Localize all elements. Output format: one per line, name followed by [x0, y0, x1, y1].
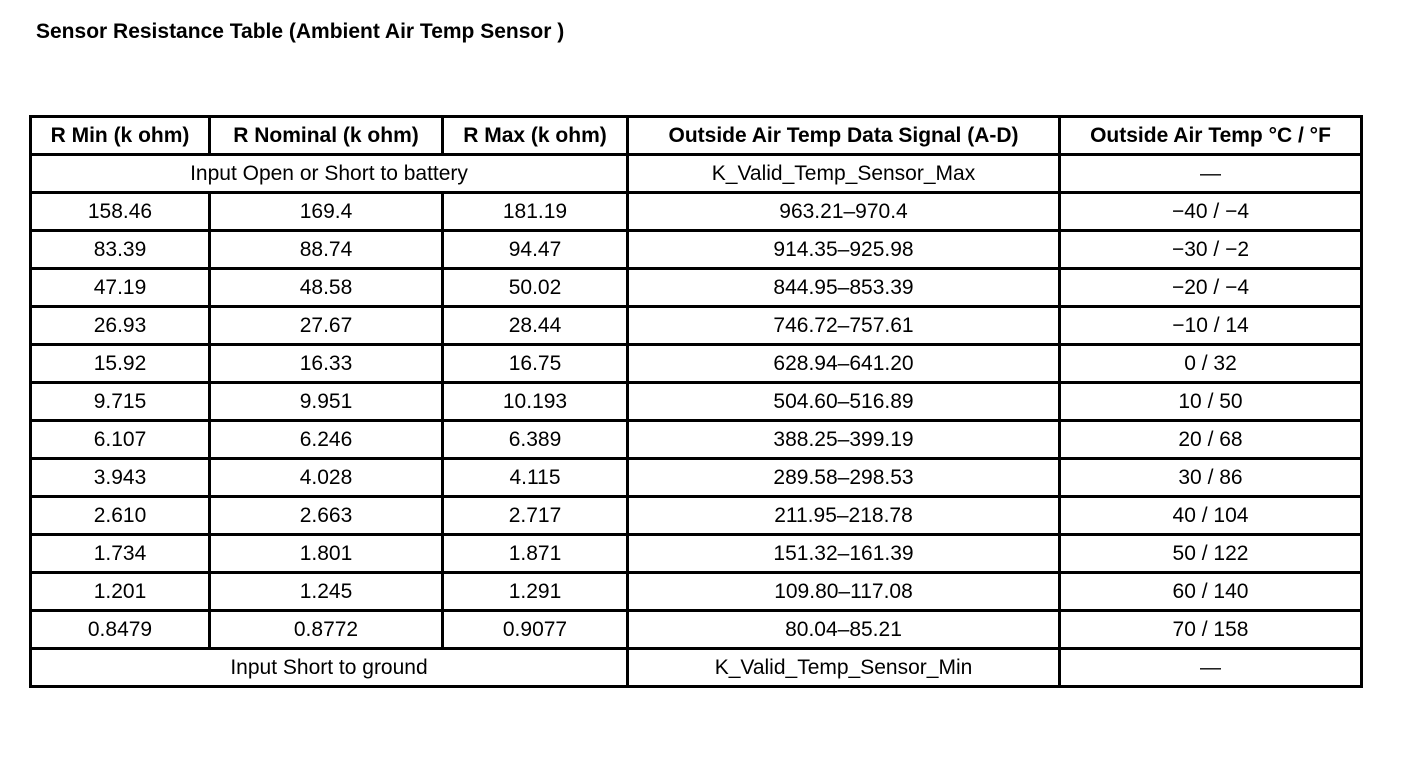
r-nominal-cell: 6.246 [210, 421, 443, 459]
r-nominal-cell: 1.245 [210, 573, 443, 611]
signal-cell: K_Valid_Temp_Sensor_Min [628, 649, 1060, 687]
temp-cell: 40 / 104 [1060, 497, 1362, 535]
temp-cell: 0 / 32 [1060, 345, 1362, 383]
r-nominal-cell: 0.8772 [210, 611, 443, 649]
r-nominal-cell: 1.801 [210, 535, 443, 573]
r-min-cell: 1.201 [31, 573, 210, 611]
r-max-cell: 181.19 [443, 193, 628, 231]
r-min-cell: 2.610 [31, 497, 210, 535]
temp-cell: 70 / 158 [1060, 611, 1362, 649]
r-nominal-cell: 4.028 [210, 459, 443, 497]
signal-cell: 914.35–925.98 [628, 231, 1060, 269]
r-max-cell: 50.02 [443, 269, 628, 307]
table-row [31, 383, 1362, 421]
temp-cell: 10 / 50 [1060, 383, 1362, 421]
table-row [31, 611, 1362, 649]
temp-cell: 30 / 86 [1060, 459, 1362, 497]
r-min-cell: 47.19 [31, 269, 210, 307]
r-nominal-cell: 9.951 [210, 383, 443, 421]
table-row [31, 345, 1362, 383]
table-row [31, 307, 1362, 345]
r-nominal-cell: 27.67 [210, 307, 443, 345]
r-min-cell: 158.46 [31, 193, 210, 231]
r-min-cell: 3.943 [31, 459, 210, 497]
table-row [31, 421, 1362, 459]
table-row [31, 459, 1362, 497]
r-max-cell: 10.193 [443, 383, 628, 421]
signal-cell: 504.60–516.89 [628, 383, 1060, 421]
temp-cell: −40 / −4 [1060, 193, 1362, 231]
table-row [31, 269, 1362, 307]
r-max-cell: 94.47 [443, 231, 628, 269]
r-min-cell: 1.734 [31, 535, 210, 573]
signal-cell: 211.95–218.78 [628, 497, 1060, 535]
r-max-cell: 2.717 [443, 497, 628, 535]
table-row [31, 535, 1362, 573]
signal-cell: 628.94–641.20 [628, 345, 1060, 383]
open-short-battery-row [31, 155, 1362, 193]
temp-cell: −30 / −2 [1060, 231, 1362, 269]
sensor-resistance-table [29, 115, 1363, 688]
temp-cell: 20 / 68 [1060, 421, 1362, 459]
temp-cell: −10 / 14 [1060, 307, 1362, 345]
r-max-cell: 1.291 [443, 573, 628, 611]
header-r-nominal: R Nominal (k ohm) [210, 117, 443, 155]
signal-cell: 80.04–85.21 [628, 611, 1060, 649]
table-row [31, 193, 1362, 231]
signal-cell: 388.25–399.19 [628, 421, 1060, 459]
r-max-cell: 16.75 [443, 345, 628, 383]
r-min-cell: 83.39 [31, 231, 210, 269]
r-nominal-cell: 169.4 [210, 193, 443, 231]
temp-cell: 60 / 140 [1060, 573, 1362, 611]
r-min-cell: 6.107 [31, 421, 210, 459]
header-air-temp: Outside Air Temp °C / °F [1060, 117, 1362, 155]
header-r-max: R Max (k ohm) [443, 117, 628, 155]
condition-cell: Input Open or Short to battery [31, 155, 628, 193]
page-title: Sensor Resistance Table (Ambient Air Temp Sensor ) [36, 20, 565, 43]
r-max-cell: 28.44 [443, 307, 628, 345]
r-max-cell: 1.871 [443, 535, 628, 573]
r-nominal-cell: 48.58 [210, 269, 443, 307]
signal-cell: 746.72–757.61 [628, 307, 1060, 345]
table-row [31, 573, 1362, 611]
r-nominal-cell: 88.74 [210, 231, 443, 269]
short-ground-row [31, 649, 1362, 687]
header-r-min: R Min (k ohm) [31, 117, 210, 155]
temp-cell: −20 / −4 [1060, 269, 1362, 307]
condition-cell: Input Short to ground [31, 649, 628, 687]
temp-cell: — [1060, 649, 1362, 687]
temp-cell: 50 / 122 [1060, 535, 1362, 573]
r-max-cell: 4.115 [443, 459, 628, 497]
signal-cell: 289.58–298.53 [628, 459, 1060, 497]
signal-cell: 844.95–853.39 [628, 269, 1060, 307]
r-min-cell: 0.8479 [31, 611, 210, 649]
r-nominal-cell: 16.33 [210, 345, 443, 383]
r-max-cell: 6.389 [443, 421, 628, 459]
r-min-cell: 26.93 [31, 307, 210, 345]
signal-cell: 963.21–970.4 [628, 193, 1060, 231]
signal-cell: 109.80–117.08 [628, 573, 1060, 611]
temp-cell: — [1060, 155, 1362, 193]
signal-cell: 151.32–161.39 [628, 535, 1060, 573]
header-row [31, 117, 1362, 155]
r-nominal-cell: 2.663 [210, 497, 443, 535]
header-data-signal: Outside Air Temp Data Signal (A-D) [628, 117, 1060, 155]
r-min-cell: 15.92 [31, 345, 210, 383]
r-min-cell: 9.715 [31, 383, 210, 421]
table-row [31, 231, 1362, 269]
r-max-cell: 0.9077 [443, 611, 628, 649]
signal-cell: K_Valid_Temp_Sensor_Max [628, 155, 1060, 193]
table-row [31, 497, 1362, 535]
